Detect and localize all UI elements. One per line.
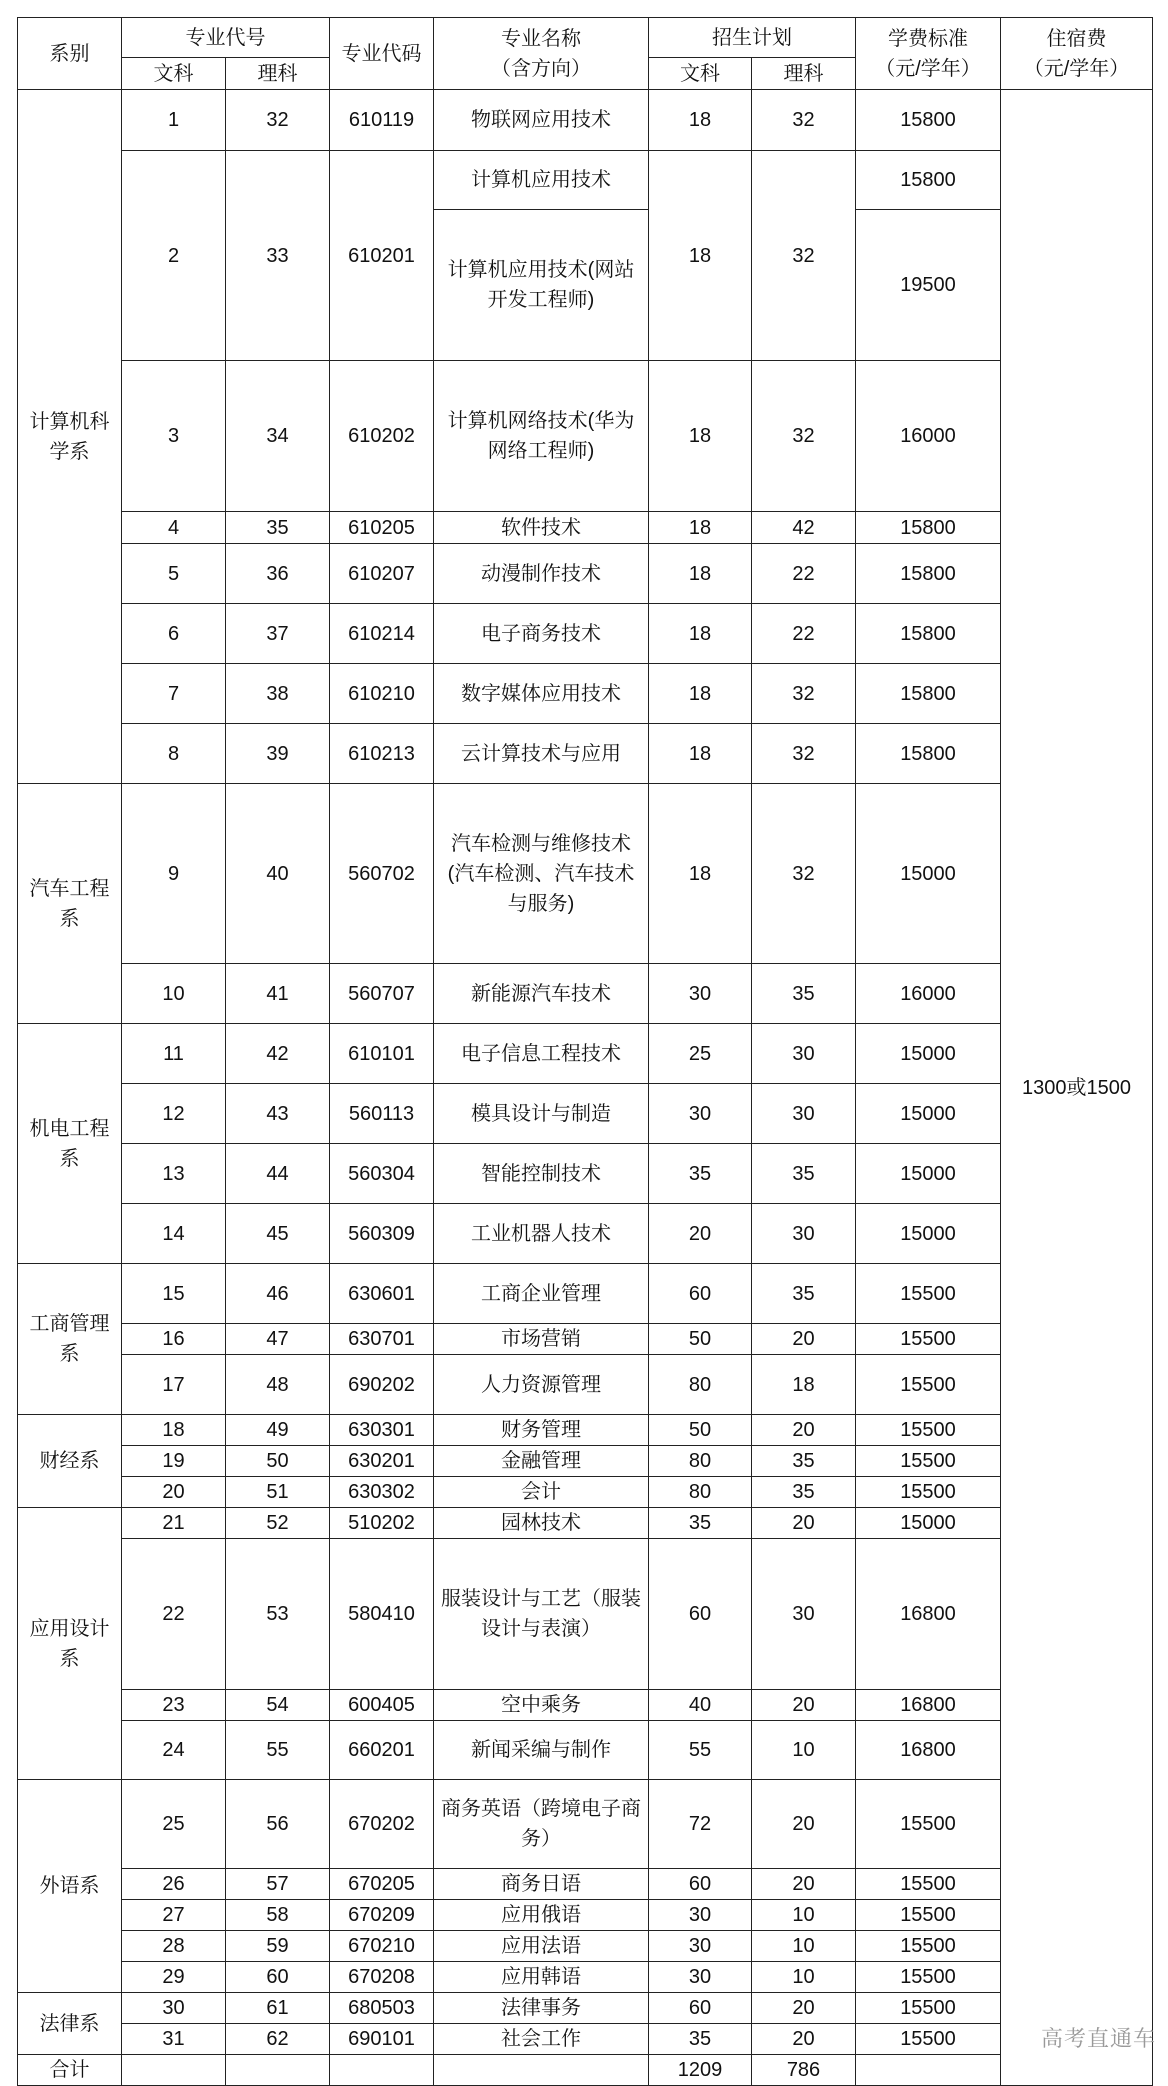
arts-major-no: 20 bbox=[122, 1477, 226, 1508]
science-major-no: 58 bbox=[226, 1900, 330, 1931]
tuition-fee: 15500 bbox=[856, 1264, 1001, 1324]
science-major-no: 61 bbox=[226, 1993, 330, 2024]
header-science: 理科 bbox=[226, 58, 330, 90]
table-row bbox=[18, 1446, 1153, 1477]
plan-arts: 30 bbox=[649, 964, 752, 1024]
plan-arts: 55 bbox=[649, 1721, 752, 1780]
tuition-fee: 15000 bbox=[856, 1508, 1001, 1539]
major-name: 商务英语（跨境电子商务） bbox=[434, 1780, 649, 1869]
table-row bbox=[18, 361, 1153, 512]
major-code: 610202 bbox=[330, 361, 434, 512]
science-major-no: 40 bbox=[226, 784, 330, 964]
plan-science: 30 bbox=[752, 1204, 856, 1264]
total-label: 合计 bbox=[18, 2055, 122, 2086]
plan-science: 32 bbox=[752, 90, 856, 151]
tuition-fee: 15500 bbox=[856, 1931, 1001, 1962]
header-tuition: 学费标准 （元/学年） bbox=[856, 18, 1001, 90]
major-code: 610207 bbox=[330, 544, 434, 604]
major-code: 610201 bbox=[330, 151, 434, 361]
major-code: 560113 bbox=[330, 1084, 434, 1144]
table-row bbox=[18, 1024, 1153, 1084]
plan-arts: 60 bbox=[649, 1539, 752, 1690]
science-major-no: 52 bbox=[226, 1508, 330, 1539]
science-major-no: 36 bbox=[226, 544, 330, 604]
empty-cell bbox=[226, 2055, 330, 2086]
science-major-no: 39 bbox=[226, 724, 330, 784]
major-name: 软件技术 bbox=[434, 512, 649, 544]
plan-science: 10 bbox=[752, 1931, 856, 1962]
department-cell: 法律系 bbox=[18, 1993, 122, 2055]
plan-arts: 60 bbox=[649, 1264, 752, 1324]
tuition-fee: 15500 bbox=[856, 1415, 1001, 1446]
major-name: 动漫制作技术 bbox=[434, 544, 649, 604]
tuition-fee: 15800 bbox=[856, 664, 1001, 724]
plan-science: 20 bbox=[752, 1993, 856, 2024]
science-major-no: 62 bbox=[226, 2024, 330, 2055]
major-name: 空中乘务 bbox=[434, 1690, 649, 1721]
major-code: 670210 bbox=[330, 1931, 434, 1962]
arts-major-no: 29 bbox=[122, 1962, 226, 1993]
plan-science: 20 bbox=[752, 1508, 856, 1539]
major-name: 计算机应用技术 bbox=[434, 151, 649, 210]
science-major-no: 56 bbox=[226, 1780, 330, 1869]
major-name: 应用俄语 bbox=[434, 1900, 649, 1931]
enrollment-plan-table bbox=[17, 17, 1153, 2086]
plan-arts: 50 bbox=[649, 1324, 752, 1355]
major-name: 汽车检测与维修技术(汽车检测、汽车技术与服务) bbox=[434, 784, 649, 964]
arts-major-no: 18 bbox=[122, 1415, 226, 1446]
major-name: 电子信息工程技术 bbox=[434, 1024, 649, 1084]
major-code: 610205 bbox=[330, 512, 434, 544]
major-name: 数字媒体应用技术 bbox=[434, 664, 649, 724]
tuition-fee: 16800 bbox=[856, 1690, 1001, 1721]
major-code: 560707 bbox=[330, 964, 434, 1024]
arts-major-no: 22 bbox=[122, 1539, 226, 1690]
dorm-fee: 1300或1500 bbox=[1001, 90, 1153, 2086]
tuition-fee: 15500 bbox=[856, 1993, 1001, 2024]
science-major-no: 54 bbox=[226, 1690, 330, 1721]
table-row bbox=[18, 1508, 1153, 1539]
major-code: 680503 bbox=[330, 1993, 434, 2024]
empty-cell bbox=[122, 2055, 226, 2086]
science-major-no: 60 bbox=[226, 1962, 330, 1993]
table-row bbox=[18, 544, 1153, 604]
plan-science: 32 bbox=[752, 151, 856, 361]
header-arts: 文科 bbox=[122, 58, 226, 90]
plan-arts: 35 bbox=[649, 2024, 752, 2055]
tuition-fee: 15000 bbox=[856, 784, 1001, 964]
major-code: 560702 bbox=[330, 784, 434, 964]
table-row bbox=[18, 664, 1153, 724]
arts-major-no: 17 bbox=[122, 1355, 226, 1415]
plan-arts: 18 bbox=[649, 724, 752, 784]
empty-cell bbox=[856, 2055, 1001, 2086]
plan-science: 35 bbox=[752, 1144, 856, 1204]
science-major-no: 55 bbox=[226, 1721, 330, 1780]
science-major-no: 35 bbox=[226, 512, 330, 544]
plan-science: 18 bbox=[752, 1355, 856, 1415]
department-cell: 汽车工程系 bbox=[18, 784, 122, 1024]
plan-science: 20 bbox=[752, 1324, 856, 1355]
tuition-fee: 16000 bbox=[856, 361, 1001, 512]
table-row bbox=[18, 1690, 1153, 1721]
plan-science: 20 bbox=[752, 1690, 856, 1721]
header-plan-arts: 文科 bbox=[649, 58, 752, 90]
arts-major-no: 3 bbox=[122, 361, 226, 512]
total-plan-science: 786 bbox=[752, 2055, 856, 2086]
major-code: 630701 bbox=[330, 1324, 434, 1355]
tuition-fee: 16800 bbox=[856, 1539, 1001, 1690]
header-dept: 系别 bbox=[18, 18, 122, 90]
table-row bbox=[18, 1931, 1153, 1962]
arts-major-no: 2 bbox=[122, 151, 226, 361]
major-name: 园林技术 bbox=[434, 1508, 649, 1539]
science-major-no: 50 bbox=[226, 1446, 330, 1477]
tuition-fee: 15500 bbox=[856, 1355, 1001, 1415]
table-row bbox=[18, 151, 1153, 210]
plan-arts: 18 bbox=[649, 361, 752, 512]
major-code: 610213 bbox=[330, 724, 434, 784]
major-name: 应用韩语 bbox=[434, 1962, 649, 1993]
major-name: 工商企业管理 bbox=[434, 1264, 649, 1324]
arts-major-no: 15 bbox=[122, 1264, 226, 1324]
major-code: 610214 bbox=[330, 604, 434, 664]
table-row bbox=[18, 2024, 1153, 2055]
plan-science: 10 bbox=[752, 1721, 856, 1780]
tuition-fee: 15500 bbox=[856, 1780, 1001, 1869]
table-row bbox=[18, 1355, 1153, 1415]
plan-arts: 35 bbox=[649, 1144, 752, 1204]
science-major-no: 47 bbox=[226, 1324, 330, 1355]
department-cell: 外语系 bbox=[18, 1780, 122, 1993]
total-plan-arts: 1209 bbox=[649, 2055, 752, 2086]
header-major-no: 专业代号 bbox=[122, 18, 330, 58]
tuition-fee: 16800 bbox=[856, 1721, 1001, 1780]
major-code: 670205 bbox=[330, 1869, 434, 1900]
major-code: 670208 bbox=[330, 1962, 434, 1993]
major-code: 630302 bbox=[330, 1477, 434, 1508]
plan-arts: 18 bbox=[649, 512, 752, 544]
plan-science: 32 bbox=[752, 664, 856, 724]
science-major-no: 38 bbox=[226, 664, 330, 724]
plan-science: 20 bbox=[752, 2024, 856, 2055]
science-major-no: 43 bbox=[226, 1084, 330, 1144]
major-code: 560309 bbox=[330, 1204, 434, 1264]
plan-science: 22 bbox=[752, 604, 856, 664]
tuition-fee: 15500 bbox=[856, 1900, 1001, 1931]
table-row bbox=[18, 1721, 1153, 1780]
table-row bbox=[18, 784, 1153, 964]
arts-major-no: 4 bbox=[122, 512, 226, 544]
major-name: 市场营销 bbox=[434, 1324, 649, 1355]
tuition-fee: 15800 bbox=[856, 724, 1001, 784]
major-name: 工业机器人技术 bbox=[434, 1204, 649, 1264]
tuition-fee: 15500 bbox=[856, 1477, 1001, 1508]
table-row bbox=[18, 1477, 1153, 1508]
plan-arts: 30 bbox=[649, 1900, 752, 1931]
arts-major-no: 1 bbox=[122, 90, 226, 151]
table-row bbox=[18, 1993, 1153, 2024]
table-row bbox=[18, 1324, 1153, 1355]
plan-arts: 35 bbox=[649, 1508, 752, 1539]
major-code: 630301 bbox=[330, 1415, 434, 1446]
plan-science: 30 bbox=[752, 1084, 856, 1144]
arts-major-no: 6 bbox=[122, 604, 226, 664]
arts-major-no: 19 bbox=[122, 1446, 226, 1477]
plan-arts: 18 bbox=[649, 90, 752, 151]
department-cell: 计算机科学系 bbox=[18, 90, 122, 784]
tuition-fee: 15800 bbox=[856, 604, 1001, 664]
major-name: 服装设计与工艺（服装设计与表演） bbox=[434, 1539, 649, 1690]
table-row bbox=[18, 1084, 1153, 1144]
plan-science: 35 bbox=[752, 1446, 856, 1477]
plan-arts: 80 bbox=[649, 1446, 752, 1477]
tuition-fee: 15800 bbox=[856, 544, 1001, 604]
plan-arts: 30 bbox=[649, 1962, 752, 1993]
major-name: 新能源汽车技术 bbox=[434, 964, 649, 1024]
table-row bbox=[18, 724, 1153, 784]
table-row bbox=[18, 604, 1153, 664]
science-major-no: 46 bbox=[226, 1264, 330, 1324]
plan-arts: 18 bbox=[649, 664, 752, 724]
tuition-fee: 15800 bbox=[856, 90, 1001, 151]
plan-arts: 40 bbox=[649, 1690, 752, 1721]
science-major-no: 45 bbox=[226, 1204, 330, 1264]
science-major-no: 41 bbox=[226, 964, 330, 1024]
plan-arts: 20 bbox=[649, 1204, 752, 1264]
plan-science: 20 bbox=[752, 1780, 856, 1869]
table-row bbox=[18, 1869, 1153, 1900]
department-cell: 工商管理系 bbox=[18, 1264, 122, 1415]
major-code: 630201 bbox=[330, 1446, 434, 1477]
arts-major-no: 11 bbox=[122, 1024, 226, 1084]
arts-major-no: 10 bbox=[122, 964, 226, 1024]
tuition-fee: 15000 bbox=[856, 1084, 1001, 1144]
major-code: 610119 bbox=[330, 90, 434, 151]
tuition-fee: 15500 bbox=[856, 1446, 1001, 1477]
major-code: 610210 bbox=[330, 664, 434, 724]
science-major-no: 48 bbox=[226, 1355, 330, 1415]
major-name: 物联网应用技术 bbox=[434, 90, 649, 151]
arts-major-no: 23 bbox=[122, 1690, 226, 1721]
tuition-fee: 15500 bbox=[856, 1962, 1001, 1993]
plan-arts: 18 bbox=[649, 544, 752, 604]
plan-science: 32 bbox=[752, 784, 856, 964]
plan-arts: 18 bbox=[649, 151, 752, 361]
watermark: 高考直通车 bbox=[1040, 2026, 1156, 2051]
tuition-fee: 15800 bbox=[856, 512, 1001, 544]
major-name: 云计算技术与应用 bbox=[434, 724, 649, 784]
major-name: 财务管理 bbox=[434, 1415, 649, 1446]
arts-major-no: 30 bbox=[122, 1993, 226, 2024]
science-major-no: 37 bbox=[226, 604, 330, 664]
arts-major-no: 16 bbox=[122, 1324, 226, 1355]
plan-science: 32 bbox=[752, 724, 856, 784]
science-major-no: 42 bbox=[226, 1024, 330, 1084]
plan-arts: 60 bbox=[649, 1993, 752, 2024]
major-name: 计算机应用技术(网站开发工程师) bbox=[434, 210, 649, 361]
major-code: 690202 bbox=[330, 1355, 434, 1415]
table-row bbox=[18, 90, 1153, 151]
table-row bbox=[18, 1144, 1153, 1204]
tuition-fee: 19500 bbox=[856, 210, 1001, 361]
arts-major-no: 24 bbox=[122, 1721, 226, 1780]
science-major-no: 59 bbox=[226, 1931, 330, 1962]
science-major-no: 44 bbox=[226, 1144, 330, 1204]
science-major-no: 34 bbox=[226, 361, 330, 512]
arts-major-no: 28 bbox=[122, 1931, 226, 1962]
table-row bbox=[18, 1962, 1153, 1993]
department-cell: 财经系 bbox=[18, 1415, 122, 1508]
arts-major-no: 7 bbox=[122, 664, 226, 724]
arts-major-no: 8 bbox=[122, 724, 226, 784]
science-major-no: 57 bbox=[226, 1869, 330, 1900]
plan-science: 10 bbox=[752, 1900, 856, 1931]
plan-arts: 50 bbox=[649, 1415, 752, 1446]
plan-science: 30 bbox=[752, 1024, 856, 1084]
plan-arts: 30 bbox=[649, 1084, 752, 1144]
header-major-code: 专业代码 bbox=[330, 18, 434, 90]
tuition-fee: 15500 bbox=[856, 2024, 1001, 2055]
arts-major-no: 21 bbox=[122, 1508, 226, 1539]
major-name: 人力资源管理 bbox=[434, 1355, 649, 1415]
arts-major-no: 25 bbox=[122, 1780, 226, 1869]
arts-major-no: 31 bbox=[122, 2024, 226, 2055]
major-name: 社会工作 bbox=[434, 2024, 649, 2055]
plan-science: 10 bbox=[752, 1962, 856, 1993]
major-name: 金融管理 bbox=[434, 1446, 649, 1477]
major-name: 模具设计与制造 bbox=[434, 1084, 649, 1144]
plan-arts: 80 bbox=[649, 1477, 752, 1508]
plan-science: 35 bbox=[752, 1264, 856, 1324]
plan-science: 35 bbox=[752, 964, 856, 1024]
science-major-no: 49 bbox=[226, 1415, 330, 1446]
major-code: 580410 bbox=[330, 1539, 434, 1690]
table-row bbox=[18, 512, 1153, 544]
header-plan: 招生计划 bbox=[649, 18, 856, 58]
science-major-no: 32 bbox=[226, 90, 330, 151]
arts-major-no: 12 bbox=[122, 1084, 226, 1144]
plan-science: 42 bbox=[752, 512, 856, 544]
total-row bbox=[18, 2055, 1153, 2086]
tuition-fee: 15500 bbox=[856, 1869, 1001, 1900]
plan-arts: 25 bbox=[649, 1024, 752, 1084]
plan-arts: 60 bbox=[649, 1869, 752, 1900]
tuition-fee: 15800 bbox=[856, 151, 1001, 210]
department-cell: 机电工程系 bbox=[18, 1024, 122, 1264]
arts-major-no: 9 bbox=[122, 784, 226, 964]
tuition-fee: 15000 bbox=[856, 1144, 1001, 1204]
major-name: 智能控制技术 bbox=[434, 1144, 649, 1204]
plan-arts: 18 bbox=[649, 784, 752, 964]
major-code: 660201 bbox=[330, 1721, 434, 1780]
department-cell: 应用设计系 bbox=[18, 1508, 122, 1780]
major-name: 法律事务 bbox=[434, 1993, 649, 2024]
table-row bbox=[18, 1900, 1153, 1931]
tuition-fee: 15000 bbox=[856, 1024, 1001, 1084]
table-row bbox=[18, 964, 1153, 1024]
plan-science: 22 bbox=[752, 544, 856, 604]
arts-major-no: 27 bbox=[122, 1900, 226, 1931]
plan-arts: 30 bbox=[649, 1931, 752, 1962]
plan-arts: 80 bbox=[649, 1355, 752, 1415]
major-code: 560304 bbox=[330, 1144, 434, 1204]
table-row bbox=[18, 1264, 1153, 1324]
major-code: 670202 bbox=[330, 1780, 434, 1869]
science-major-no: 51 bbox=[226, 1477, 330, 1508]
major-code: 670209 bbox=[330, 1900, 434, 1931]
plan-science: 20 bbox=[752, 1869, 856, 1900]
table-row bbox=[18, 1415, 1153, 1446]
header-plan-science: 理科 bbox=[752, 58, 856, 90]
major-code: 510202 bbox=[330, 1508, 434, 1539]
science-major-no: 53 bbox=[226, 1539, 330, 1690]
major-code: 600405 bbox=[330, 1690, 434, 1721]
arts-major-no: 26 bbox=[122, 1869, 226, 1900]
major-name: 应用法语 bbox=[434, 1931, 649, 1962]
plan-science: 20 bbox=[752, 1415, 856, 1446]
plan-science: 35 bbox=[752, 1477, 856, 1508]
major-name: 电子商务技术 bbox=[434, 604, 649, 664]
major-name: 会计 bbox=[434, 1477, 649, 1508]
table-row bbox=[18, 1204, 1153, 1264]
plan-arts: 72 bbox=[649, 1780, 752, 1869]
tuition-fee: 16000 bbox=[856, 964, 1001, 1024]
major-name: 商务日语 bbox=[434, 1869, 649, 1900]
arts-major-no: 14 bbox=[122, 1204, 226, 1264]
tuition-fee: 15500 bbox=[856, 1324, 1001, 1355]
empty-cell bbox=[434, 2055, 649, 2086]
arts-major-no: 5 bbox=[122, 544, 226, 604]
plan-science: 32 bbox=[752, 361, 856, 512]
science-major-no: 33 bbox=[226, 151, 330, 361]
arts-major-no: 13 bbox=[122, 1144, 226, 1204]
empty-cell bbox=[330, 2055, 434, 2086]
major-name: 计算机网络技术(华为网络工程师) bbox=[434, 361, 649, 512]
plan-arts: 18 bbox=[649, 604, 752, 664]
major-code: 610101 bbox=[330, 1024, 434, 1084]
header-dorm: 住宿费 （元/学年） bbox=[1001, 18, 1153, 90]
tuition-fee: 15000 bbox=[856, 1204, 1001, 1264]
major-name: 新闻采编与制作 bbox=[434, 1721, 649, 1780]
major-code: 690101 bbox=[330, 2024, 434, 2055]
table-row bbox=[18, 1780, 1153, 1869]
header-major-name: 专业名称 （含方向） bbox=[434, 18, 649, 90]
major-code: 630601 bbox=[330, 1264, 434, 1324]
table-row bbox=[18, 1539, 1153, 1690]
plan-science: 30 bbox=[752, 1539, 856, 1690]
